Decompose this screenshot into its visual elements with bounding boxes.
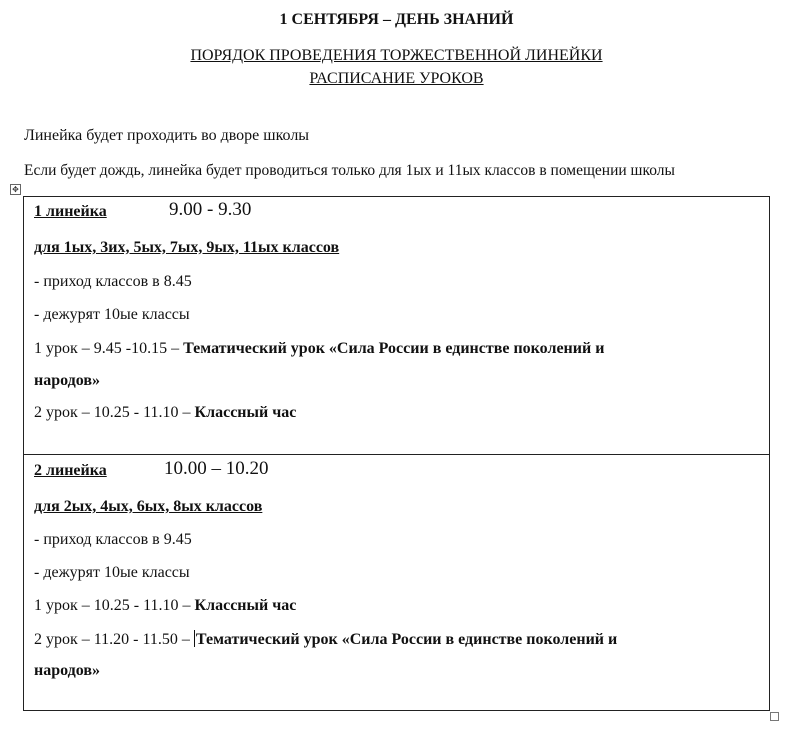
document-subtitle: ПОРЯДОК ПРОВЕДЕНИЯ ТОРЖЕСТВЕННОЙ ЛИНЕЙКИ xyxy=(190,47,603,64)
ceremony-2-classes: для 2ых, 4ых, 6ых, 8ых классов xyxy=(34,498,263,515)
lesson-time: 1 урок – 10.25 - 11.10 – xyxy=(34,597,195,614)
lesson-time: 1 урок – 9.45 -10.15 – xyxy=(34,340,184,357)
schedule-table xyxy=(23,196,770,711)
ceremony-1-header xyxy=(34,199,252,221)
ceremony-2-arrival: - приход классов в 9.45 xyxy=(34,531,192,548)
ceremony-2-lesson-2-cont: народов» xyxy=(34,662,100,679)
lesson-title: Классный час xyxy=(194,404,297,421)
document-subtitle-2: РАСПИСАНИЕ УРОКОВ xyxy=(309,70,484,87)
text-cursor xyxy=(194,630,195,647)
ceremony-1-classes: для 1ых, 3их, 5ых, 7ых, 9ых, 11ых классов xyxy=(34,239,340,256)
lesson-time: 2 урок – 11.20 - 11.50 – xyxy=(34,631,194,648)
ceremony-1-lesson-1-cont: народов» xyxy=(34,372,100,389)
ceremony-2-time: 10.00 – 10.20 xyxy=(164,458,269,479)
lesson-title: Тематический урок «Сила России в единстве поколений и xyxy=(195,631,618,648)
ceremony-1-time: 9.00 - 9.30 xyxy=(169,199,252,220)
intro-rain-note: Если будет дождь, линейка будет проводиться только для 1ых и 11ых классов в помещении школы xyxy=(24,162,675,179)
lesson-time: 2 урок – 10.25 - 11.10 – xyxy=(34,404,195,421)
table-row-divider xyxy=(24,454,769,455)
lesson-title: Классный час xyxy=(194,597,297,614)
lesson-title: Тематический урок «Сила России в единстве поколений и xyxy=(183,340,605,357)
intro-location: Линейка будет проходить во дворе школы xyxy=(24,127,310,144)
document-title: 1 СЕНТЯБРЯ – ДЕНЬ ЗНАНИЙ xyxy=(279,11,514,28)
ceremony-1-arrival: - приход классов в 8.45 xyxy=(34,273,192,290)
ceremony-1-lesson-2 xyxy=(34,404,296,422)
ceremony-2-lesson-1 xyxy=(34,597,296,615)
ceremony-2-label: 2 линейка xyxy=(34,462,107,479)
table-move-handle-icon[interactable]: ✥ xyxy=(10,184,21,195)
ceremony-1-duty: - дежурят 10ые классы xyxy=(34,306,190,323)
ceremony-2-duty: - дежурят 10ые классы xyxy=(34,564,190,581)
table-resize-handle[interactable] xyxy=(770,712,779,721)
ceremony-2-header xyxy=(34,458,269,480)
ceremony-1-lesson-1 xyxy=(34,340,604,358)
ceremony-1-label: 1 линейка xyxy=(34,203,107,220)
ceremony-2-lesson-2[interactable] xyxy=(34,630,617,649)
